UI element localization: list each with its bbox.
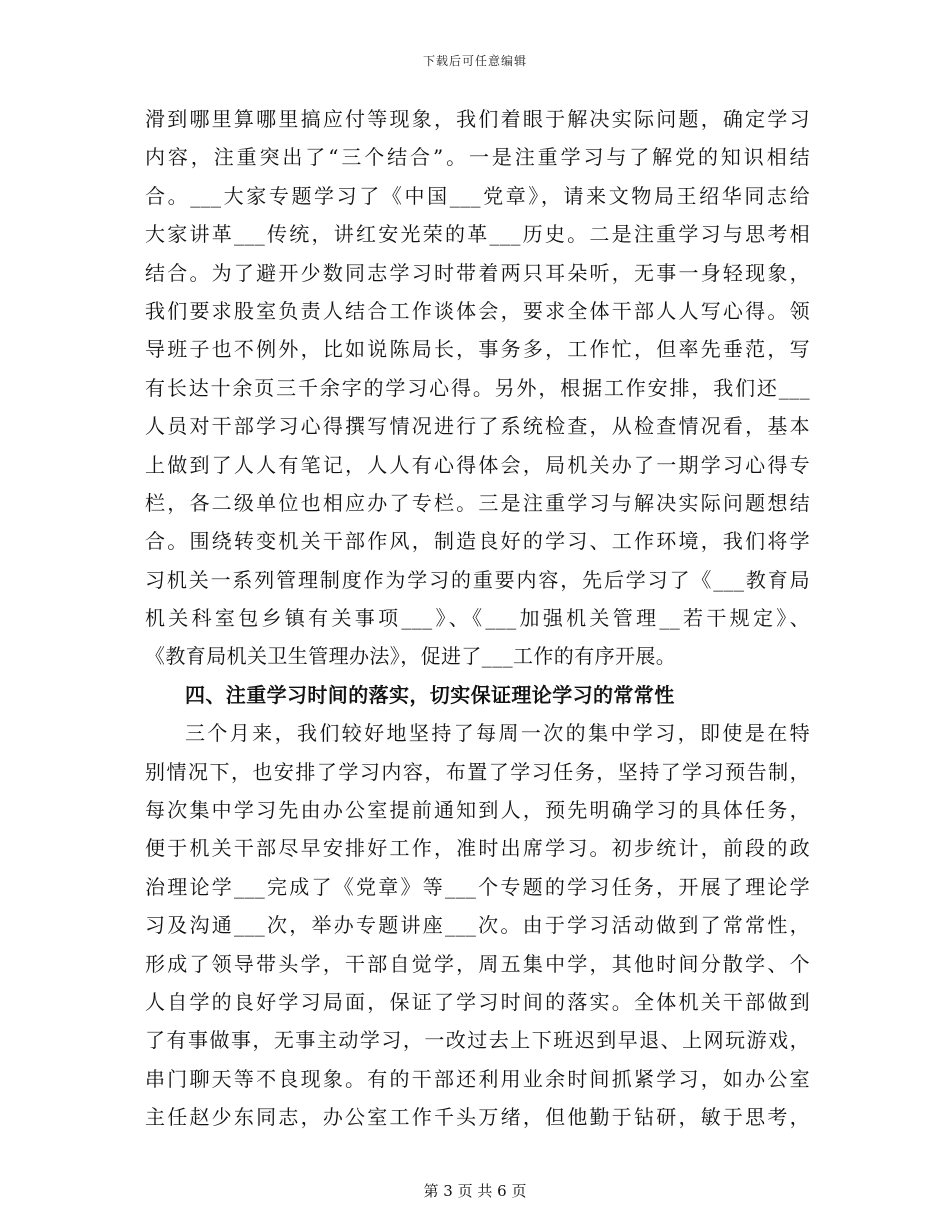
body-line-24: 人自学的良好学习局面，保证了学习时间的落实。全体机关干部做到 (145, 989, 810, 1014)
document-body (145, 100, 810, 1137)
page-footer: 第 3 页 共 6 页 (423, 1182, 527, 1200)
body-line-22: 习及沟通___次，举办专题讲座___次。由于学习活动做到了常常性， (145, 913, 810, 938)
body-line-17: 三个月来，我们较好地坚持了每周一次的集中学习，即使是在特 (185, 721, 810, 746)
body-line-11: 栏，各二级单位也相应办了专栏。三是注重学习与解决实际问题想结 (145, 490, 810, 515)
body-line-4: 大家讲革___传统，讲红安光荣的革___历史。二是注重学习与思考相 (145, 222, 810, 247)
body-line-7: 导班子也不例外，比如说陈局长，事务多，工作忙，但率先垂范，写 (145, 337, 810, 362)
body-line-12: 合。围绕转变机关干部作风，制造良好的学习、工作环境，我们将学 (145, 529, 810, 554)
body-line-9: 人员对干部学习心得撰写情况进行了系统检查，从检查情况看，基本 (145, 414, 810, 439)
body-line-6: 我们要求股室负责人结合工作谈体会，要求全体干部人人写心得。领 (145, 298, 810, 323)
body-line-15: 《教育局机关卫生管理办法》，促进了___工作的有序开展。 (145, 644, 677, 669)
body-line-19: 每次集中学习先由办公室提前通知到人，预先明确学习的具体任务， (145, 798, 810, 823)
body-line-1: 滑到哪里算哪里搞应付等现象，我们着眼于解决实际问题，确定学习 (145, 107, 810, 131)
body-line-18: 别情况下，也安排了学习内容，布置了学习任务，坚持了学习预告制， (145, 759, 810, 784)
body-line-14: 机关科室包乡镇有关事项___》、《___加强机关管理__若干规定》、 (145, 606, 810, 631)
body-line-10: 上做到了人人有笔记，人人有心得体会，局机关办了一期学习心得专 (145, 452, 810, 477)
body-line-26: 串门聊天等不良现象。有的干部还利用业余时间抓紧学习，如办公室 (145, 1066, 810, 1091)
body-line-27: 主任赵少东同志，办公室工作千头万绪，但他勤于钻研，敏于思考， (145, 1105, 810, 1130)
body-line-23: 形成了领导带头学，干部自觉学，周五集中学，其他时间分散学、个 (145, 951, 810, 976)
page-header: 下载后可任意编辑 (422, 54, 527, 68)
body-line-13: 习机关一系列管理制度作为学习的重要内容，先后学习了《___教育局 (145, 567, 810, 592)
body-line-5: 结合。为了避开少数同志学习时带着两只耳朵听，无事一身轻现象， (145, 260, 810, 285)
body-line-20: 便于机关干部尽早安排好工作，准时出席学习。初步统计，前段的政 (145, 836, 810, 861)
section-heading: 四、注重学习时间的落实，切实保证理论学习的常常性 (185, 682, 675, 707)
body-line-21: 治理论学___完成了《党章》等___个专题的学习任务，开展了理论学 (145, 874, 810, 899)
body-line-3: 合。___大家专题学习了《中国___党章》，请来文物局王绍华同志给 (145, 183, 810, 208)
body-line-25: 了有事做事，无事主动学习，一改过去上下班迟到早退、上网玩游戏， (145, 1028, 810, 1053)
body-line-2: 内容，注重突出了“三个结合”。一是注重学习与了解党的知识相结 (145, 145, 810, 170)
body-line-8: 有长达十余页三千余字的学习心得。另外，根据工作安排，我们还___ (145, 375, 810, 400)
